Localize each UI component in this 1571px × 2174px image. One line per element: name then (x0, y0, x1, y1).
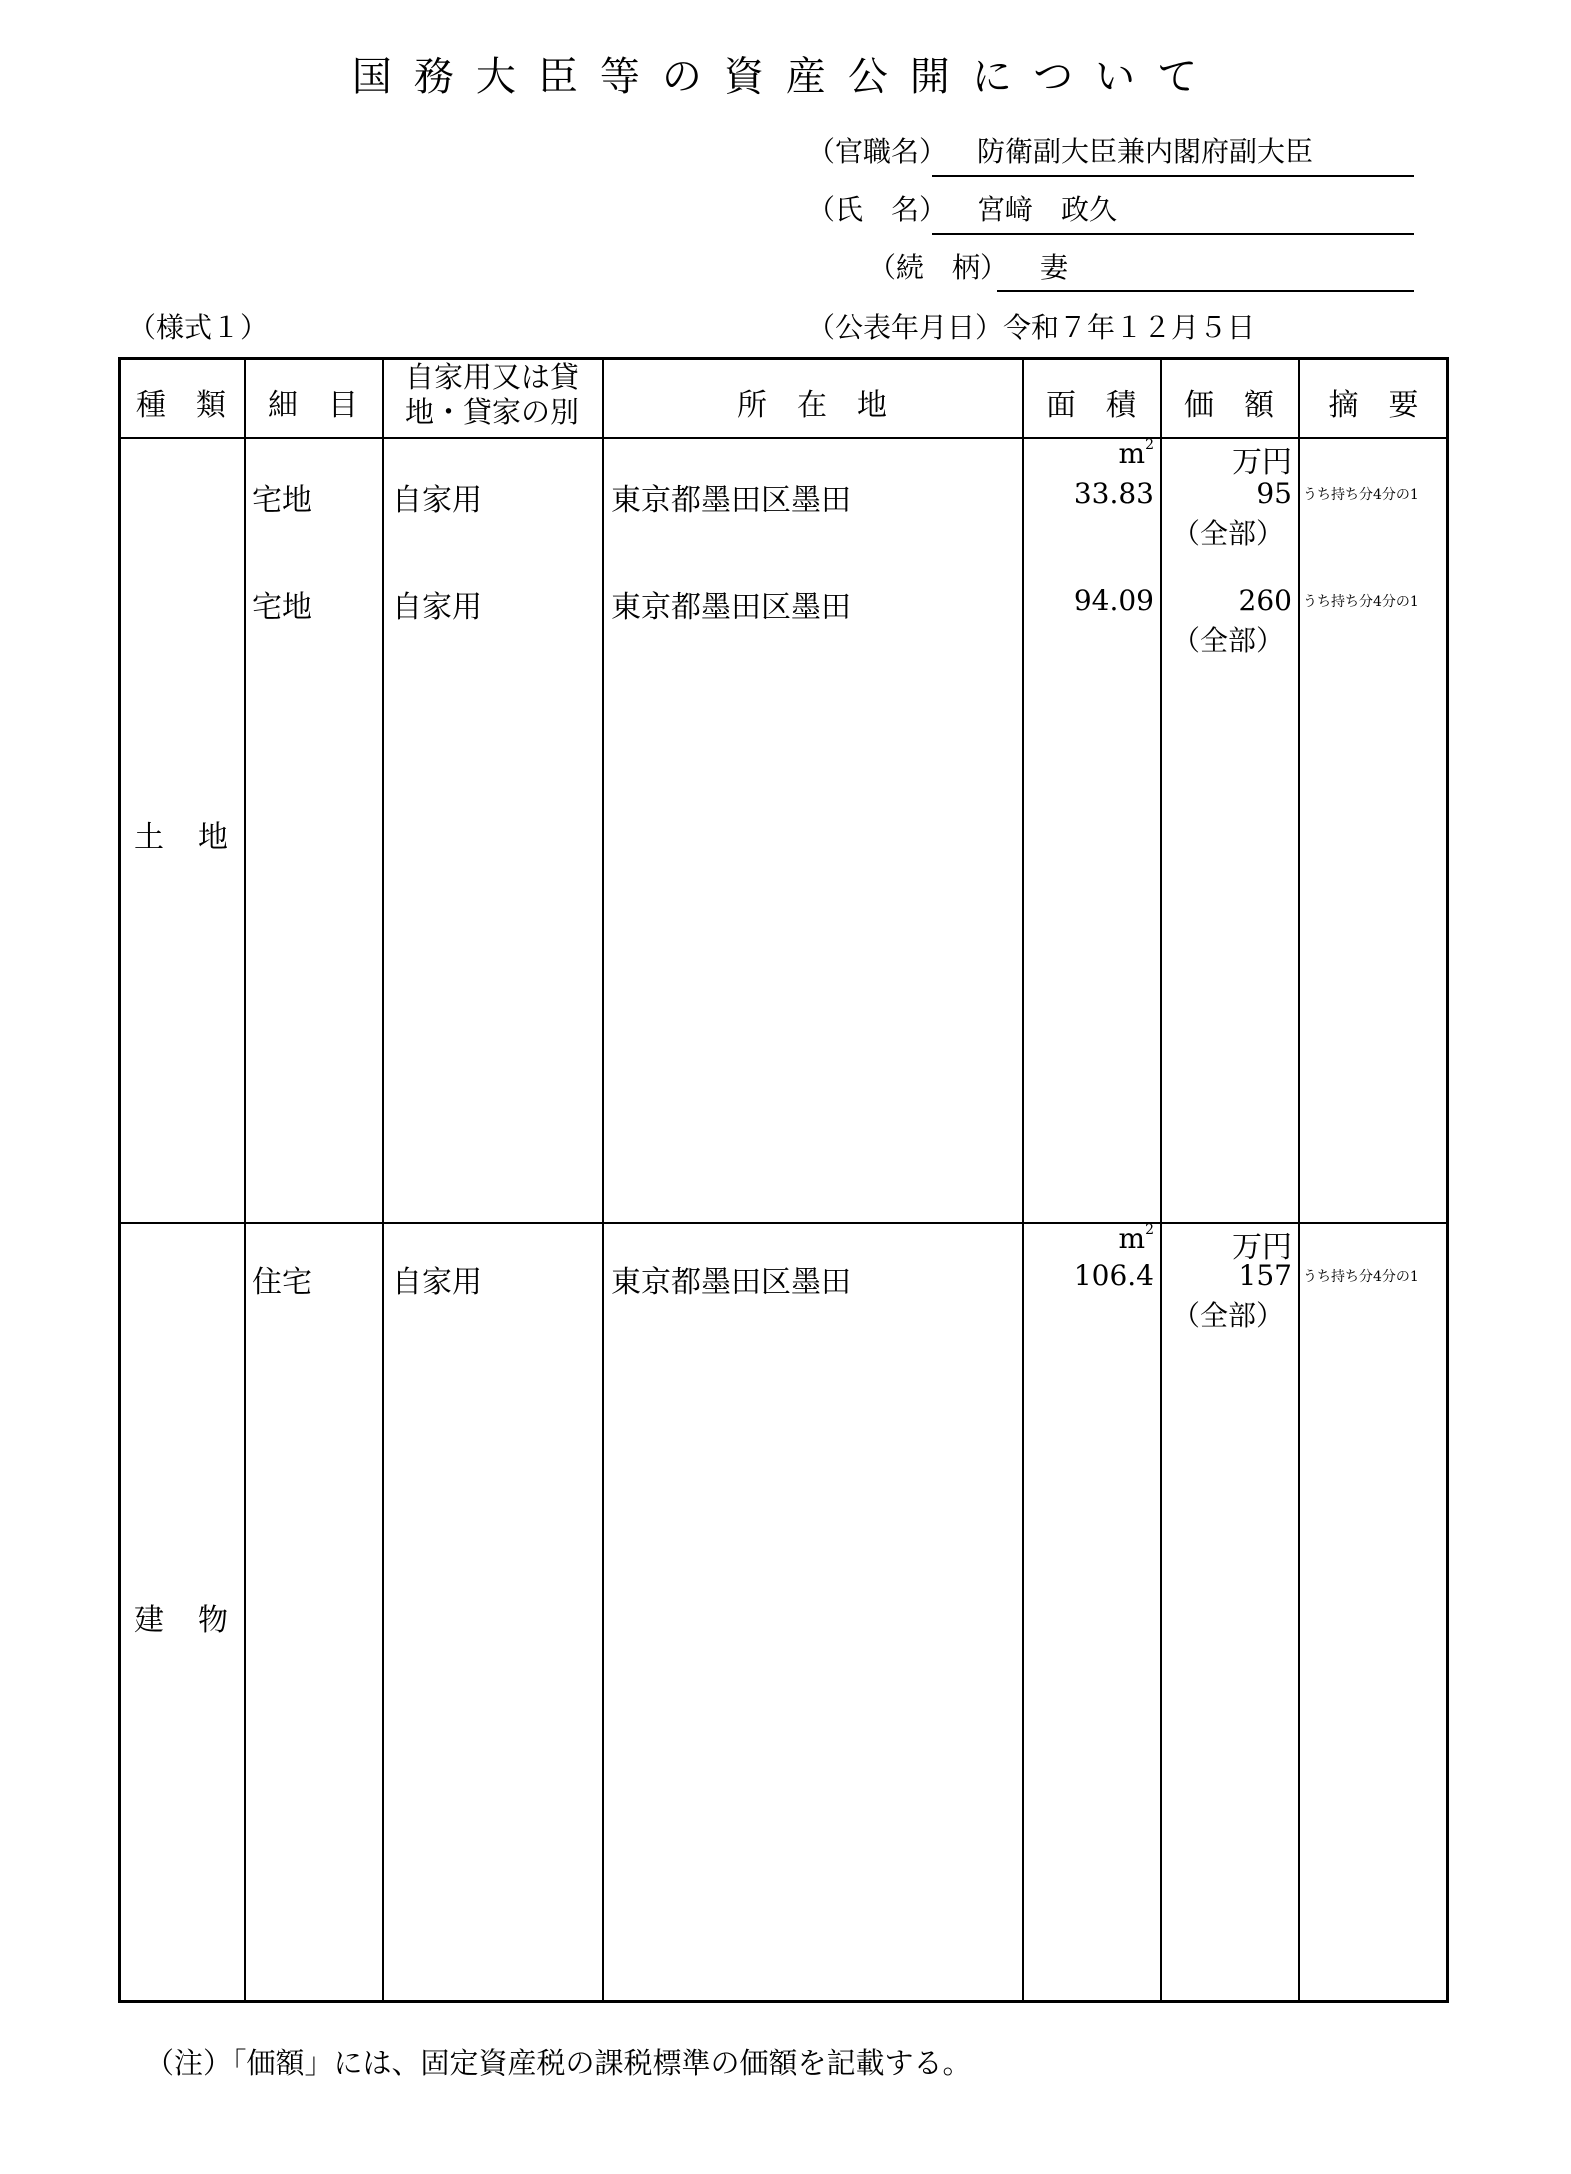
col-divider (1022, 357, 1024, 2003)
land-price: 260 (1238, 584, 1292, 617)
building-price: 157 (1238, 1259, 1292, 1292)
price-unit: 万円 (1232, 1230, 1292, 1265)
category-building: 建物 (134, 1603, 262, 1638)
land-price-note: （全部） (1172, 517, 1285, 550)
col-header-kind: 種 類 (136, 388, 226, 423)
area-unit-sup: 2 (1145, 437, 1154, 453)
col-header-price: 価 額 (1184, 388, 1274, 423)
col-divider (602, 357, 604, 2003)
building-use: 自家用 (392, 1265, 482, 1300)
col-header-item: 細 目 (268, 388, 358, 423)
land-remarks: うち持ち分4分の1 (1303, 594, 1419, 610)
col-header-use (382, 360, 602, 430)
name-value: 宮﨑 政久 (977, 193, 1118, 226)
form-number: （様式１） (128, 311, 269, 344)
land-area: 33.83 (1073, 477, 1154, 510)
building-remarks: うち持ち分4分の1 (1303, 1269, 1419, 1285)
land-item: 宅地 (252, 483, 312, 518)
col-header-use-line1: 自家用又は貸 (404, 360, 579, 394)
land-use: 自家用 (392, 483, 482, 518)
building-price-note: （全部） (1172, 1299, 1285, 1332)
building-item: 住宅 (252, 1265, 312, 1300)
area-unit-sup: 2 (1145, 1222, 1154, 1238)
price-unit: 万円 (1232, 445, 1292, 480)
relation-label: （続 柄） (868, 251, 1009, 284)
position-label: （官職名） (807, 135, 948, 168)
land-location: 東京都墨田区墨田 (611, 483, 851, 518)
publication-date (807, 306, 1255, 346)
building-area: 106.4 (1073, 1259, 1154, 1292)
land-price: 95 (1256, 477, 1292, 510)
land-item: 宅地 (252, 590, 312, 625)
col-divider (382, 357, 384, 2003)
document-title: 国務大臣等の資産公開について (351, 54, 1220, 100)
relation-underline (997, 290, 1414, 292)
land-remarks: うち持ち分4分の1 (1303, 487, 1419, 503)
col-divider (1298, 357, 1300, 2003)
publication-date-value: 令和７年１２月５日 (1003, 311, 1256, 344)
land-area: 94.09 (1073, 584, 1154, 617)
area-unit (1030, 1222, 1154, 1255)
name-underline (932, 233, 1414, 235)
footnote: （注）「価額」には、固定資産税の課税標準の価額を記載する。 (145, 2046, 972, 2080)
position-underline (932, 175, 1414, 177)
col-header-use-line2: 地・貸家の別 (404, 395, 579, 429)
col-divider (1160, 357, 1162, 2003)
land-price-note: （全部） (1172, 624, 1285, 657)
area-unit (1030, 437, 1154, 470)
category-land: 土地 (134, 820, 262, 855)
building-location: 東京都墨田区墨田 (611, 1265, 851, 1300)
col-header-location: 所 在 地 (737, 388, 887, 423)
col-header-remarks: 摘 要 (1328, 388, 1419, 423)
col-header-area: 面 積 (1046, 388, 1136, 423)
position-value: 防衛副大臣兼内閣府副大臣 (977, 135, 1314, 168)
area-unit-m: m (1118, 1222, 1146, 1255)
name-label: （氏 名） (807, 193, 948, 226)
land-use: 自家用 (392, 590, 482, 625)
relation-value: 妻 (1040, 251, 1069, 284)
publication-date-label: （公表年月日） (807, 311, 1004, 344)
area-unit-m: m (1118, 437, 1146, 470)
land-location: 東京都墨田区墨田 (611, 590, 851, 625)
col-divider (244, 357, 246, 2003)
